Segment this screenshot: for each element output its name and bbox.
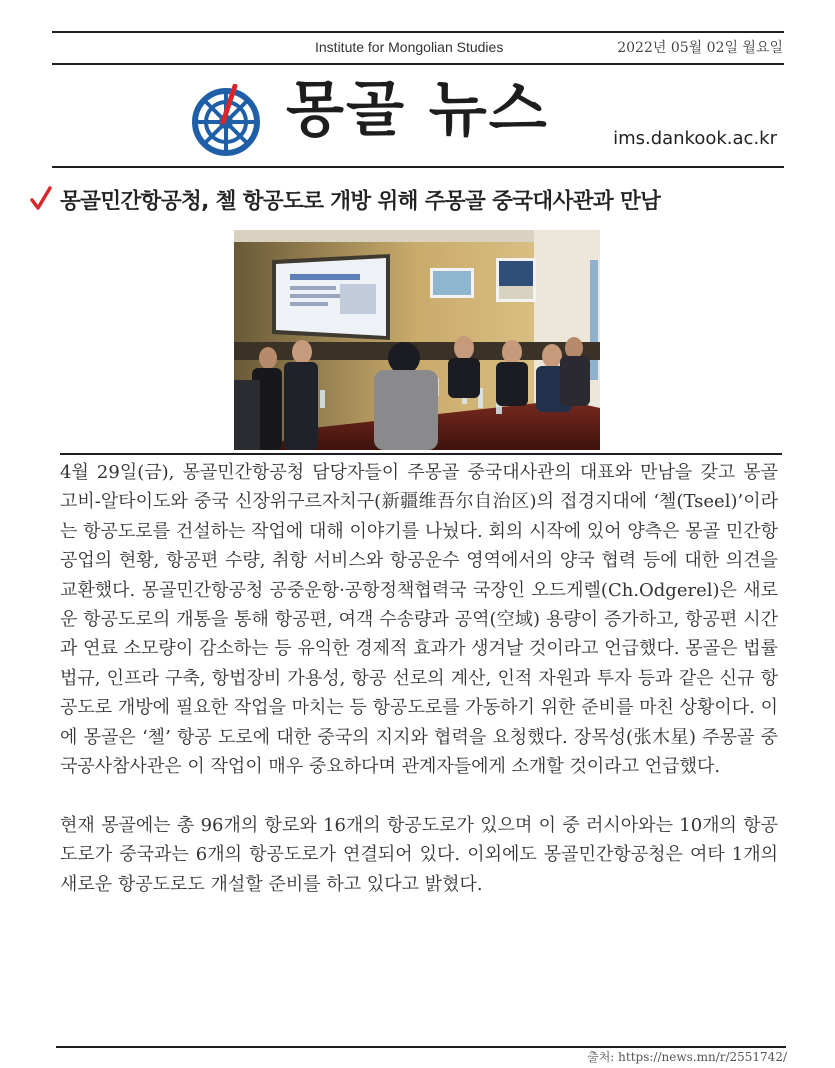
screen-title-bar (290, 274, 360, 280)
masthead-rule (52, 166, 784, 168)
wheel-logo-icon (190, 84, 262, 156)
header-rule (52, 63, 784, 65)
article-headline: 몽골민간항공청, 첼 항공도로 개방 위해 주몽골 중국대사관과 만남 (60, 189, 661, 214)
checkmark-icon (30, 186, 52, 212)
meeting-photo (234, 230, 600, 450)
article-body (60, 458, 778, 899)
article-paragraph-1: 4월 29일(금), 몽골민간항공청 담당자들이 주몽골 중국대사관의 대표와 만남을 갖고 몽골 고비-알타이도와 중국 신장위구르자치구(新疆维吾尔自治区)의 접경지대에 ‘첼(Tseel)’이라는 항공도로를 건설하는 작업에 대해 이야기를 나눴다. 회의 시작에 있어 양측은 몽골 민간항공업의 현황, 항공편 수량, 취항 서비스와 항공운수 영역에서의 양국 협력 등에 대한 의견을 교환했다. 몽골민간항공청 공중운항·공항정책협력국 국장인 오드게렐(Ch.Odgerel)은 새로운 항공도로의 개통을 통해 항공편, 여객 수송량과 공역(空域) 용량이 증가하고, 항공편 시간과 연료 소모량이 감소하는 등 유익한 경제적 효과가 생겨날 것이라고 언급했다. 몽골은 법률법규, 인프라 구축, 항법장비 가용성, 항공 선로의 계산, 인적 자원과 투자 등과 같은 신규 항공도로 개방에 필요한 작업을 마치는 등 항공도로를 가동하기 위한 준비를 마친 상황이다. 이에 몽골은 ‘첼’ 항공 도로에 대한 중국의 지지와 협력을 요청했다. 장목성(张木星) 주몽골 중국공사참사관은 이 작업이 매우 중요하다며 관계자들에게 소개할 것이라고 언급했다. (60, 462, 778, 778)
source-citation: 출처: https://news.mn/r/2551742/ (587, 1050, 787, 1064)
masthead-title: 몽골 뉴스 (286, 75, 549, 145)
top-rule (52, 31, 784, 33)
issue-date: 2022년 05월 02일 월요일 (617, 40, 783, 56)
article-paragraph-2: 현재 몽골에는 총 96개의 항로와 16개의 항공도로가 있으며 이 중 러시아와는 10개의 항공도로가 중국과는 6개의 항공도로가 연결되어 있다. 이외에도 몽골민간항공청은 여타 1개의 새로운 항공도로도 개설할 준비를 하고 있다고 밝혔다. (60, 814, 778, 895)
site-url: ims.dankook.ac.kr (613, 128, 777, 149)
institute-name: Institute for Mongolian Studies (315, 39, 504, 55)
photo-rule (60, 453, 782, 455)
